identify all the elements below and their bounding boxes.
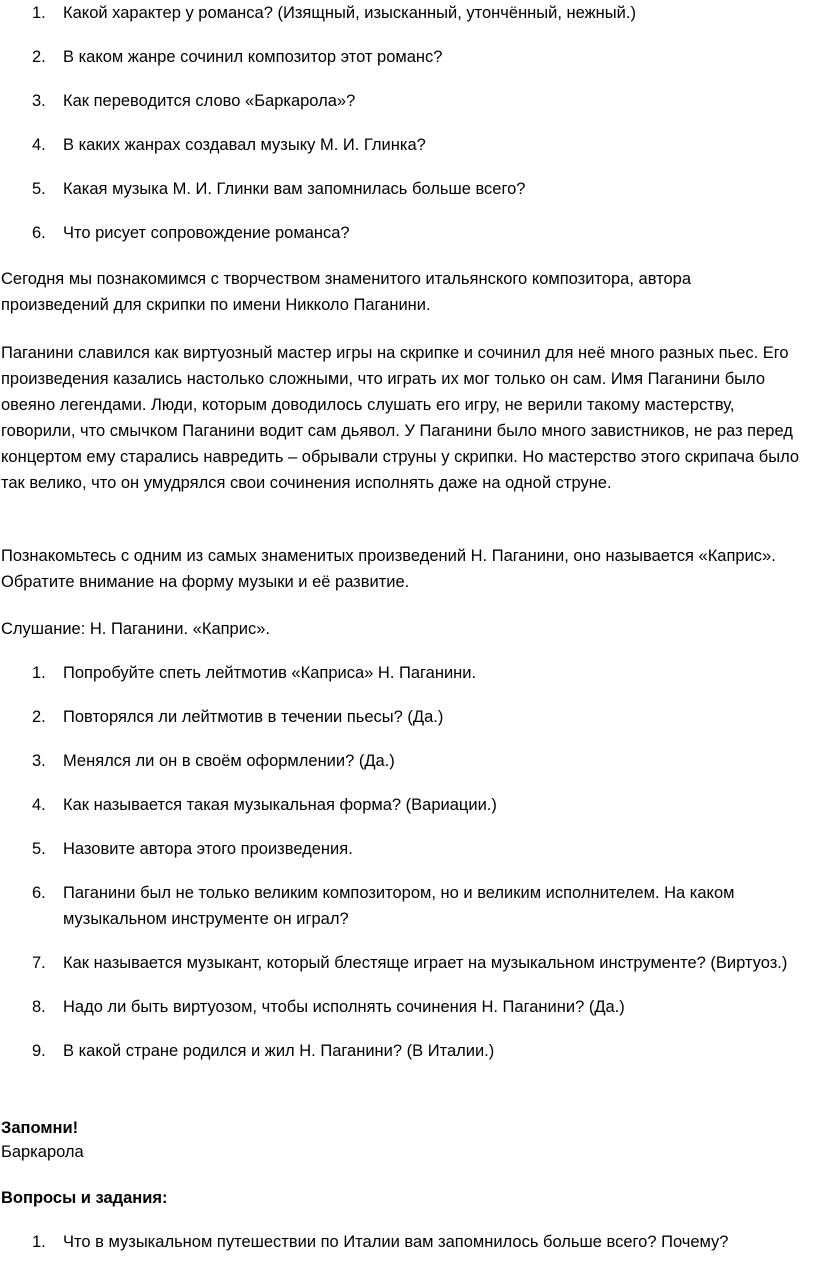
list-item-text: Повторялся ли лейтмотив в течении пьесы? (Да.) [63,708,444,726]
list-item [0,748,816,774]
list-number: 1. [32,664,46,682]
list-number: 4. [32,796,46,814]
paragraph-listening: Слушание: Н. Паганини. «Каприс». [1,620,270,638]
list-item [0,220,816,264]
list-item-text: Надо ли быть виртуозом, чтобы исполнять сочинения Н. Паганини? (Да.) [63,998,625,1016]
tasks-heading: Вопросы и задания: [1,1189,168,1207]
list-item-text: В какой стране родился и жил Н. Паганини? (В Италии.) [63,1042,495,1060]
list-item [0,792,816,818]
list-number: 6. [32,224,46,242]
list-item-text: Менялся ли он в своём оформлении? (Да.) [63,752,395,770]
list-item [0,132,816,176]
list-item-text: Как переводится слово «Баркарола»? [63,92,356,110]
list-number: 9. [32,1042,46,1060]
list-item-text: Что в музыкальном путешествии по Италии вам запомнилось больше всего? Почему? [63,1233,729,1251]
remember-heading: Запомни! [1,1119,79,1137]
questions-list-romance [0,0,816,264]
list-item-text: Паганини был не только великим композитором, но и великим исполнителем. На каком музыкальном инструменте он играл? [63,884,735,928]
list-number: 3. [32,92,46,110]
list-number: 7. [32,954,46,972]
list-item-text: Назовите автора этого произведения. [63,840,353,858]
list-number: 3. [32,752,46,770]
list-item-text: Как называется такая музыкальная форма? (Вариации.) [63,796,497,814]
list-number: 5. [32,840,46,858]
list-number: 4. [32,136,46,154]
list-item [0,950,816,976]
list-item-text: Какая музыка М. И. Глинки вам запомнилась больше всего? [63,180,526,198]
list-item [0,1038,816,1064]
list-item-text: Как называется музыкант, который блестяще играет на музыкальном инструменте? (Виртуоз.) [63,954,788,972]
list-item [0,994,816,1020]
remember-term: Баркарола [1,1143,84,1161]
paragraph-caprice: Познакомьтесь с одним из самых знаменитых произведений Н. Паганини, оно называется «Каприс». Обратите внимание на форму музыки и её развитие. [1,547,776,591]
list-item [0,44,816,88]
list-item-text: В каком жанре сочинил композитор этот романс? [63,48,443,66]
list-number: 8. [32,998,46,1016]
list-item-text: Попробуйте спеть лейтмотив «Каприса» Н. Паганини. [63,664,477,682]
paragraph-about-paganini: Паганини славился как виртуозный мастер игры на скрипке и сочинил для неё много разных пьес. Его произведения казались настолько сложными, что играть их мог только он сам. Имя Паганини было овеяно легендами. Люди, которым доводилось слушать его игру, не верили такому мастерству, говорили, что смычком Паганини водит сам дьявол. У Паганини было много завистников, не раз перед концертом ему старались навредить – обрывали струны у скрипки. Но мастерство этого скрипача было так велико, что он умудрялся свои сочинения исполнять даже на одной струне. [1,344,800,492]
list-item-text: Какой характер у романса? (Изящный, изысканный, утончённый, нежный.) [63,4,636,22]
list-number: 1. [32,4,46,22]
list-item-text: Что рисует сопровождение романса? [63,224,350,242]
list-number: 5. [32,180,46,198]
list-item [0,880,816,932]
list-number: 2. [32,48,46,66]
list-item-text: В каких жанрах создавал музыку М. И. Глинка? [63,136,426,154]
questions-list-caprice [0,660,816,1082]
list-number: 2. [32,708,46,726]
list-item [0,660,816,686]
list-number: 6. [32,884,46,902]
list-item [0,704,816,730]
list-item [0,836,816,862]
tasks-list [0,1229,816,1255]
list-item [0,0,816,44]
list-item [0,1229,816,1255]
list-number: 1. [32,1233,46,1251]
list-item [0,176,816,220]
paragraph-intro: Сегодня мы познакомимся с творчеством знаменитого итальянского композитора, автора произведений для скрипки по имени Никколо Паганини. [1,270,692,314]
list-item [0,88,816,132]
